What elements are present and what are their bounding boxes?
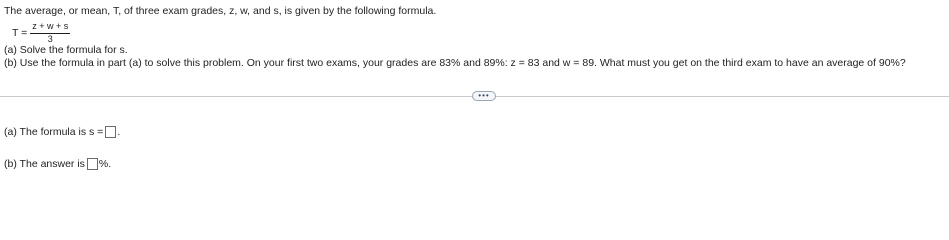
answer-b-row: [4, 157, 111, 171]
answer-a-suffix: .: [117, 126, 121, 138]
answer-b-label: (b) The answer is: [4, 158, 85, 170]
part-a-prompt: (a) Solve the formula for s.: [4, 44, 128, 56]
answer-a-row: [4, 125, 120, 139]
expand-button[interactable]: •••: [472, 91, 496, 101]
formula-fraction: [30, 21, 70, 45]
formula: [12, 21, 70, 45]
answer-b-suffix: %.: [98, 158, 112, 170]
answer-b-input[interactable]: [87, 158, 98, 170]
formula-lhs: T =: [12, 27, 28, 39]
formula-numerator: z + w + s: [30, 21, 70, 34]
part-b-prompt: (b) Use the formula in part (a) to solve this problem. On your first two exams, your grades are 83% and 89%: z = 83 and w = 89. What must you get on the third exam to have an average of 90%?: [4, 57, 906, 69]
formula-denominator: 3: [47, 34, 53, 44]
answer-a-input[interactable]: [105, 126, 116, 138]
problem-intro: The average, or mean, T, of three exam grades, z, w, and s, is given by the following formula.: [4, 5, 437, 17]
answer-a-label: (a) The formula is s =: [4, 126, 104, 138]
